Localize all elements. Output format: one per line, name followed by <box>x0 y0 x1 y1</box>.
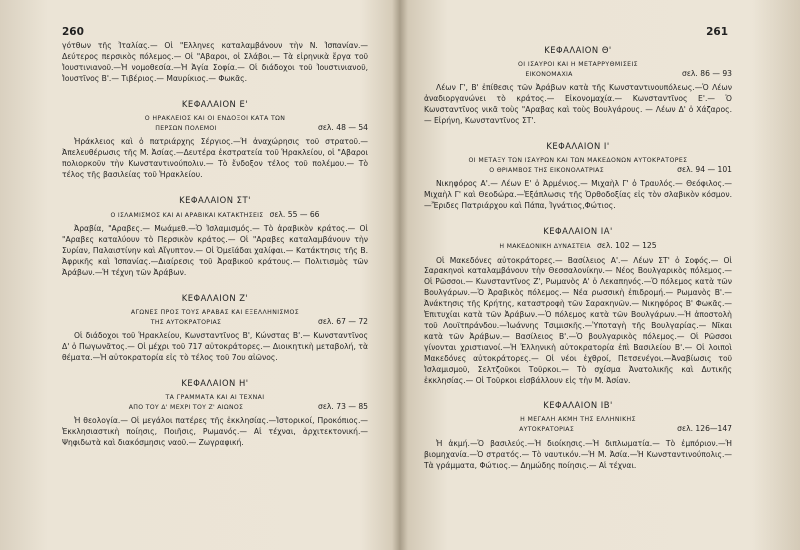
chapter-subtitle-row <box>424 69 732 80</box>
page-range: σελ. 102 — 125 <box>596 241 657 251</box>
chapter-subtitle-row <box>424 165 732 176</box>
chapter-subtitle-row <box>424 241 732 252</box>
page-text <box>62 41 368 449</box>
chapter-body: Οἱ Μακεδόνες αὐτοκράτορες.— Βασίλειος Α'.— Λέων ΣΤ' ὁ Σοφός.— Οἱ Σαρακηνοὶ καταλαμβάνουν τὴν Θεσσαλονίκην.— Νέος Βουλγαρικὸς πόλεμος.— Οἱ Ρῶσσοι.— Κωνσταντῖνος Ζ', Ρωμανὸς Α' ὁ Λεκαπηνός.—Ὁ πόλεμος κατὰ τῶν Βουλγάρων.—Ὁ Ἀραβικὸς πόλεμος.— Νέα ρωσσικὴ ἐπιδρομή.— Ρωμανὸς Β'.—Ἀνάκτησις τῆς Κρήτης, καταστροφὴ τῶν Σαρακηνῶν.— Νικηφόρος Β' Φωκᾶς.—Ἐπιτυχίαι κατὰ τῶν Ἀράβων.—Ὁ πόλεμος κατὰ τῶν Βουλγάρων.—Ἡ ἀποστολὴ τοῦ Λουϊτπράνδου.—Ἰωάννης Τσιμισκῆς.—Ὑποταγὴ τῆς Βουλγαρίας.— Νῖκαι κατὰ τῶν Ἀράβων.— Βασίλειος Β'.—Ὁ βουλγαρικὸς πόλεμος.— Οἱ Ρῶσσοι γίνονται χριστιανοί.—Ἡ Ἑλληνικὴ αὐτοκρατορία ἐπὶ Βασιλείου Β'.— Οἱ λοιποὶ Μακεδόνες αὐτοκράτορες.— Οἱ νέοι ἐχθροί, Πετσενέγοι.—Ἀναβίωσις τοῦ Ἰσλαμισμοῦ, Σελτζοῦκοι Τοῦρκοι.— Τὸ σχίσμα Ἀνατολικῆς καὶ Δυτικῆς ἐκκλησίας.— Οἱ Τοῦρκοι εἰσβάλλουν εἰς τὴν Μ. Ἀσίαν. <box>424 255 732 385</box>
page-range: σελ. 86 — 93 <box>682 68 732 78</box>
chapter-subtitle: ΑΥΤΟΚΡΑΤΟΡΙΑΣ <box>519 426 575 434</box>
chapter-subtitle: ΤΑ ΓΡΑΜΜΑΤΑ ΚΑΙ ΑΙ ΤΕΧΝΑΙ <box>165 393 265 401</box>
chapter-body: Ἀραβία, "Αραβες.— Μωάμεθ.—Ὁ Ἰσλαμισμός.— Τὸ ἀραβικὸν κράτος.— Οἱ "Αραβες καταλύουν τὸ Περσικὸν κράτος.— Οἱ "Αραβες καταλαμβάνουν τὴν Συρίαν, Παλαιστίνην καὶ Αἴγυπτον.— Οἱ Ὀμεϊάδαι χαλίφαι.— Κατάκτησις τῆς Β. Ἀφρικῆς καὶ Ἱσπανίας.—Διαίρεσις τοῦ Ἀραβικοῦ κράτους.— Πολιτισμὸς τῶν Ἀράβων.—Ἡ τέχνη τῶν Ἀράβων. <box>62 224 368 277</box>
chapter-subtitle: ΕΙΚΟΝΟΜΑΧΙΑ <box>525 70 573 78</box>
chapter-subtitle: Ο ΗΡΑΚΛΕΙΟΣ ΚΑΙ ΟΙ ΕΝΔΟΞΟΙ ΚΑΤΑ ΤΩΝ <box>144 114 286 122</box>
left-page <box>0 0 396 550</box>
chapter-heading: ΚΕΦΑΛΑΙΟΝ ΣΤ' <box>179 194 251 205</box>
chapter-heading: ΚΕΦΑΛΑΙΟΝ Ε' <box>181 98 249 109</box>
chapter-body: Ἡράκλειος καὶ ὁ πατριάρχης Σέργιος.—Ἡ ἀναχώρησις τοῦ στρατοῦ.—Ἀπελευθέρωσις τῆς Μ. Ἀσίας.—Δευτέρα ἐκστρατεία τοῦ Ἡρακλείου, οἱ "Αβαροι πολιορκοῦν τὴν Κωνσταντινούπολιν.— Τὸ ἔνδοξον τέλος τοῦ πολέμου.— Τὸ τέλος τῆς βασιλείας τοῦ Ἡρακλείου. <box>62 137 368 179</box>
chapter-body: Ἡ θεολογία.— Οἱ μεγάλοι πατέρες τῆς ἐκκλησίας.—Ἱστορικοί, Προκόπιος.—Ἐκκλησιαστικὴ ποίησις, Ποιῆσις, Ρωμανός.— Αἱ τέχναι, ἀρχιτεκτονική.— Ψηφιδωτὰ καὶ διακόσμησις ναοῦ.— Ζωγραφική. <box>62 416 368 447</box>
page-range: σελ. 126—147 <box>677 424 732 434</box>
chapter-subtitle: Η ΜΕΓΑΛΗ ΑΚΜΗ ΤΗΣ ΕΛΛΗΝΙΚΗΣ <box>520 416 636 424</box>
chapter-subtitle: ΟΙ ΙΣΑΥΡΟΙ ΚΑΙ Η ΜΕΤΑΡΡΥΘΜΙΣΕΙΣ <box>518 60 638 68</box>
chapter-subtitle: Η ΜΑΚΕΔΟΝΙΚΗ ΔΥΝΑΣΤΕΙΑ <box>499 243 591 251</box>
chapter-body: Λέων Γ', Β' ἐπίθεσις τῶν Ἀράβων κατὰ τῆς Κωνσταντινουπόλεως.—Ὁ Λέων ἀναδιοργανώνει τὸ κράτος.— Εἰκονομαχία.— Κωνσταντῖνος Ε'.— Ὁ Κωνσταντῖνος νικᾶ τοὺς "Αραβας καὶ τοὺς Βουλγάρους. — Λέων Δ' ὁ Χάζαρος.— Εἰρήνη, Κωνσταντῖνος ΣΤ'. <box>424 83 732 126</box>
page-range: σελ. 94 — 101 <box>677 164 732 174</box>
chapter-subtitle-row <box>62 317 368 328</box>
chapter-subtitle: ΑΓΩΝΕΣ ΠΡΟΣ ΤΟΥΣ ΑΡΑΒΑΣ ΚΑΙ ΕΞΕΛΛΗΝΙΣΜΟΣ <box>130 308 300 316</box>
chapter-subtitle: Ο ΘΡΙΑΜΒΟΣ ΤΗΣ ΕΙΚΟΝΟΛΑΤΡΙΑΣ <box>489 166 604 174</box>
page-range: σελ. 67 — 72 <box>318 316 368 326</box>
page-range: σελ. 73 — 85 <box>318 401 368 411</box>
chapter-heading: ΚΕΦΑΛΑΙΟΝ ΙΒ' <box>543 400 613 411</box>
page-number: 261 <box>706 26 728 38</box>
chapter-subtitle: Ο ΙΣΛΑΜΙΣΜΟΣ ΚΑΙ ΑΙ ΑΡΑΒΙΚΑΙ ΚΑΤΑΚΤΗΣΕΙΣ <box>110 211 264 219</box>
chapter-subtitle-row <box>62 402 368 413</box>
chapter-body: Νικηφόρος Α'.— Λέων Ε' ὁ Ἀρμένιος.— Μιχαὴλ Γ' ὁ Τραυλός.— Θεόφιλος.— Μιχαὴλ Γ' καὶ Θεοδώρα.—Ἐξάπλωσις τῆς Ὀρθοδοξίας εἰς τὸν σλαβικὸν κόσμον.—Ἔριδες Πατριάρχου καὶ Πάπα, Ἰγνάτιος,Φώτιος. <box>424 179 732 211</box>
chapter-subtitle: ΠΕΡΣΩΝ ΠΟΛΕΜΟΙ <box>155 124 217 132</box>
chapter-heading: ΚΕΦΑΛΑΙΟΝ Ι' <box>546 141 610 152</box>
page-range: σελ. 48 — 54 <box>318 122 368 132</box>
page-text <box>424 41 732 472</box>
right-page <box>404 0 800 550</box>
chapter-heading: ΚΕΦΑΛΑΙΟΝ Θ' <box>544 45 612 55</box>
chapter-subtitle: ΤΗΣ ΑΥΤΟΚΡΑΤΟΡΙΑΣ <box>150 318 222 326</box>
chapter-heading: ΚΕΦΑΛΑΙΟΝ Ζ' <box>181 292 249 303</box>
intro-paragraph: γότθων τῆς Ἰταλίας.— Οἱ "Ελληνες καταλαμβάνουν τὴν Ν. Ἱσπανίαν.— Δεύτερος περσικὸς πόλεμος.— Οἱ "Αβαροι, οἱ Σλάβοι.— Τὰ εἰρηνικὰ ἔργα τοῦ Ἰουστινιανοῦ.—Ἡ νομοθεσία.—Ἡ Ἁγία Σοφία.— Οἱ διάδοχοι τοῦ Ἰουστινιανοῦ, Ἰουστῖνος Β'.— Τιβέριος.— Μαυρίκιος.— Φωκᾶς. <box>62 41 368 83</box>
chapter-body: Ἡ ἀκμή.—Ὁ βασιλεύς.—Ἡ διοίκησις.—Ἡ διπλωματία.— Τὸ ἐμπόριον.—Ἡ βιομηχανία.—Ὁ στρατός.— Τὸ ναυτικόν.—Ἡ Μ. Ἀσία.—Ἡ Κωνσταντινούπολις.— Τὰ γράμματα, Φώτιος.— Δημώδης ποίησις.— Αἱ τέχναι. <box>424 438 732 470</box>
chapter-subtitle-row <box>62 123 368 134</box>
chapter-heading: ΚΕΦΑΛΑΙΟΝ Η' <box>181 377 249 388</box>
chapter-subtitle-row <box>424 424 732 435</box>
chapter-subtitle-row <box>62 210 368 221</box>
chapter-heading: ΚΕΦΑΛΑΙΟΝ ΙΑ' <box>543 226 613 237</box>
chapter-body: Οἱ διάδοχοι τοῦ Ἡρακλείου, Κωνσταντῖνος Β', Κώνστας Β'.— Κωνσταντῖνος Δ' ὁ Πωγωνᾶτος.— Οἱ μέχρι τοῦ 717 αὐτοκράτορες.— Διοικητικὴ μεταβολή, τὰ θέματα.—Ἡ αὐτοκρατορία εἰς τὸ τέλος τοῦ 7ου αἰῶνος. <box>62 331 368 362</box>
page-range: σελ. 55 — 66 <box>269 209 320 219</box>
page-number: 260 <box>62 26 84 38</box>
chapter-subtitle: ΟΙ ΜΕΤΑΞΥ ΤΩΝ ΙΣΑΥΡΩΝ ΚΑΙ ΤΩΝ ΜΑΚΕΔΟΝΩΝ ΑΥΤΟΚΡΑΤΟΡΕΣ <box>468 156 688 164</box>
chapter-subtitle: ΑΠΟ ΤΟΥ Δ' ΜΕΧΡΙ ΤΟΥ Ζ' ΑΙΩΝΟΣ <box>128 403 244 411</box>
